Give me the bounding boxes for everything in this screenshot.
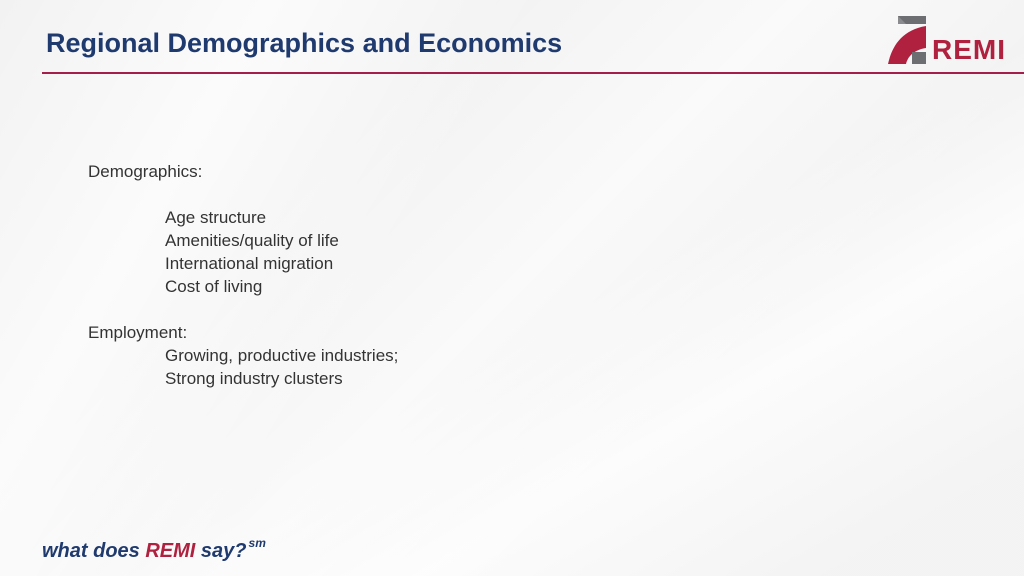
employment-list bbox=[88, 344, 398, 390]
list-item: Cost of living bbox=[165, 277, 263, 296]
spacer bbox=[88, 298, 398, 321]
service-mark: sm bbox=[248, 536, 266, 550]
remi-logo bbox=[888, 16, 1008, 66]
spacer bbox=[88, 183, 398, 206]
list-item: Amenities/quality of life bbox=[165, 231, 339, 250]
list-item: Age structure bbox=[165, 208, 267, 227]
demographics-list bbox=[88, 206, 398, 298]
slide-title: Regional Demographics and Economics bbox=[46, 28, 563, 58]
remi-logo-mark-icon bbox=[888, 16, 926, 64]
list-item: Strong industry clusters bbox=[165, 369, 343, 388]
section-heading-employment: Employment: bbox=[88, 323, 188, 342]
list-item: Growing, productive industries; bbox=[165, 346, 399, 365]
title-divider bbox=[42, 72, 1024, 74]
list-item: International migration bbox=[165, 254, 334, 273]
footer-prefix: what does bbox=[42, 540, 146, 562]
footer-brand: REMI bbox=[145, 540, 196, 562]
footer-tagline bbox=[42, 536, 266, 563]
slide-content bbox=[88, 160, 398, 390]
section-heading-demographics: Demographics: bbox=[88, 162, 203, 181]
footer-suffix: say? bbox=[195, 540, 247, 562]
remi-logo-text: REMI bbox=[932, 34, 1006, 65]
